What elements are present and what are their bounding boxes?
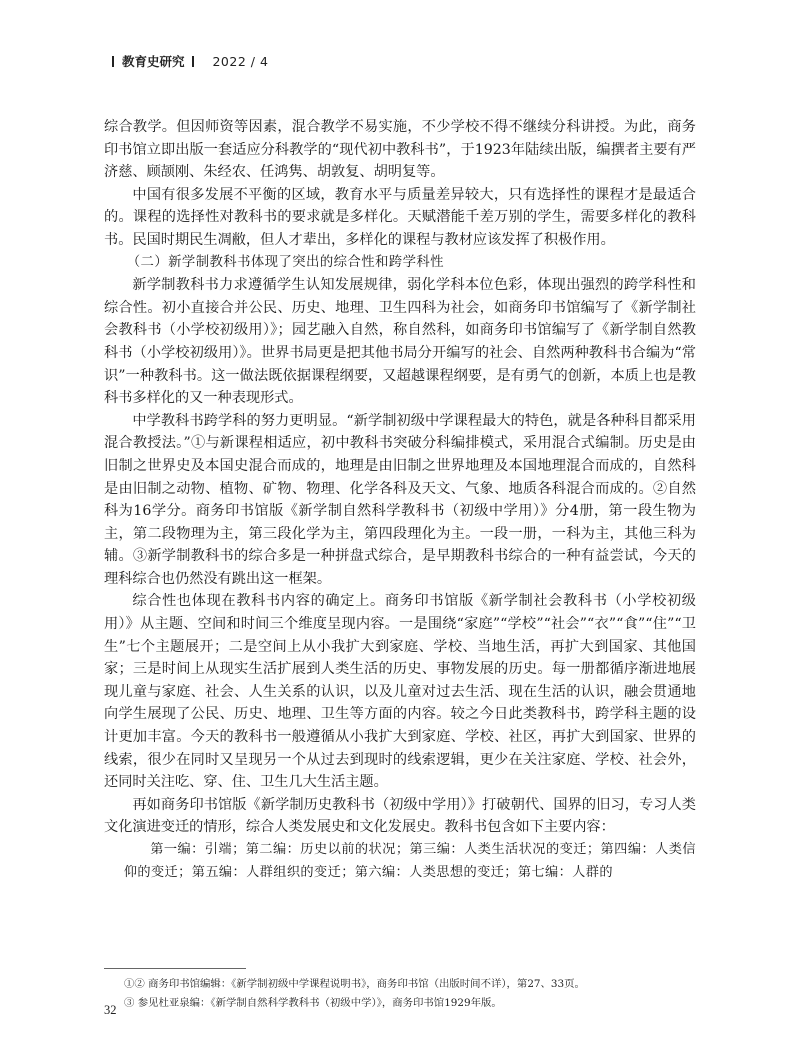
footnote: ③ 参见杜亚泉编：《新学制自然科学教科书（初级中学）》，商务印书馆1929年版。 (124, 997, 502, 1009)
footnote-divider (104, 968, 246, 969)
paragraph: 中学教科书跨学科的努力更明显。“新学制初级中学课程最大的特色，就是各种科目都采用混合教授法。”①与新课程相适应，初中教科书突破分科编排模式，采用混合式编制。历史是由旧制之世界史及本国史混合而成的，地理是由旧制之世界地理及本国地理混合而成的，自然科是由旧制之动物、植物、矿物、物理、化学各科及天文、气象、地质各科混合而成的。②自然科为16学分。商务印书馆版《新学制自然科学教科书（初级中学用）》分4册，第一段生物为主，第二段物理为主，第三段化学为主，第四段理化为主。一段一册，一科为主，其他三科为辅。③新学制教科书的综合多是一种拼盘式综合，是早期教科书综合的一种有益尝试，今天的理科综合也仍然没有跳出这一框架。 (104, 412, 696, 587)
paragraph: 新学制教科书力求遵循学生认知发展规律，弱化学科本位色彩，体现出强烈的跨学科性和综合性。初小直接合并公民、历史、地理、卫生四科为社会，如商务印书馆编写了《新学制社会教科书（小学校初级用）》；园艺融入自然，称自然科，如商务印书馆编写了《新学制自然教科书（小学校初级用）》。世界书局更是把其他书局分开编写的社会、自然两种教科书合编为“常识”一种教科书。这一做法既依据课程纲要，又超越课程纲要，是有勇气的创新，本质上也是教科书多样化的又一种表现形式。 (104, 277, 696, 407)
page-number: 32 (104, 1003, 117, 1017)
article-body (104, 116, 696, 884)
paragraph: 综合性也体现在教科书内容的确定上。商务印书馆版《新学制社会教科书（小学校初级用）》从主题、空间和时间三个维度呈现内容。一是围绕“家庭”“学校”“社会”“衣”“食”“住”“卫生”七个主题展开；二是空间上从小我扩大到家庭、学校、当地生活，再扩大到国家、其他国家；三是时间上从现实生活扩展到人类生活的历史、事物发展的历史。每一册都循序渐进地展现儿童与家庭、社会、人生关系的认识，以及儿童对过去生活、现在生活的认识，融会贯通地向学生展现了公民、历史、地理、卫生等方面的内容。较之今日此类教科书，跨学科主题的设计更加丰富。今天的教科书一般遵循从小我扩大到家庭、学校、社区，再扩大到国家、世界的线索，很少在同时又呈现另一个从过去到现时的线索逻辑，更少在关注家庭、学校、社会外，还同时关注吃、穿、住、卫生几大生活主题。 (104, 593, 696, 791)
header-divider (192, 56, 194, 67)
running-header (108, 52, 268, 70)
paragraph: 综合教学。但因师资等因素，混合教学不易实施，不少学校不得不继续分科讲授。为此，商务印书馆立即出版一套适应分科教学的“现代初中教科书”，于1923年陆续出版，编撰者主要有严济慈、顾颉刚、朱经农、任鸿隽、胡敦复、胡明复等。 (104, 119, 696, 181)
footnotes (124, 975, 694, 1013)
chapter-list: 第一编：引端；第二编：历史以前的状况；第三编：人类生活状况的变迁；第四编：人类信仰的变迁；第五编：人群组织的变迁；第六编：人类思想的变迁；第七编：人群的 (123, 842, 696, 880)
paragraph: 中国有很多发展不平衡的区域，教育水平与质量差异较大，只有选择性的课程才是最适合的。课程的选择性对教科书的要求就是多样化。天赋潜能千差万别的学生，需要多样化的教科书。民国时期民生凋敝，但人才辈出，多样化的课程与教材应该发挥了积极作用。 (104, 186, 696, 248)
section-heading: （二）新学制教科书体现了突出的综合性和跨学科性 (126, 254, 444, 270)
header-divider (112, 56, 114, 67)
journal-title: 教育史研究 (121, 54, 185, 69)
paragraph: 再如商务印书馆版《新学制历史教科书（初级中学用）》打破朝代、国界的旧习，专习人类文化演进变迁的情形，综合人类发展史和文化发展史。教科书包含如下主要内容： (104, 796, 696, 836)
issue-label: 2022 / 4 (212, 54, 269, 69)
footnote: ①② 商务印书馆编辑：《新学制初级中学课程说明书》，商务印书馆（出版时间不详），第27、33页。 (124, 978, 585, 990)
